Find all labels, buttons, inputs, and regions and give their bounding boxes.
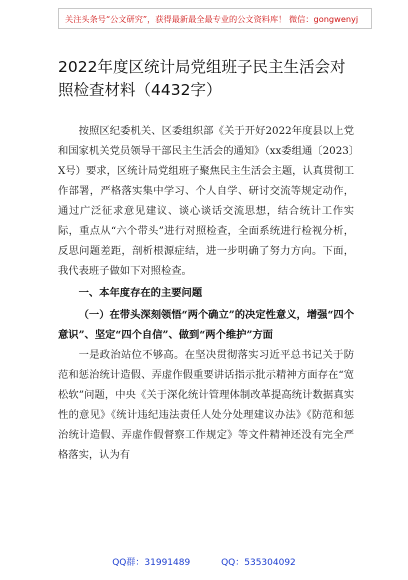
footer-qq-contact: QQ：535304092 [221, 558, 296, 568]
footer-qq-group: QQ群：31991489 [112, 558, 191, 568]
banner-text: 关注头条号“公文研究”，获得最新最全最专业的公文资料库！ 微信：gongwenyj [65, 14, 359, 24]
subsection-heading: （一）在带头深刻领悟“两个确立”的决定性意义，增强“四个意识”、坚定“四个自信”、做到“两个维护”方面 [58, 309, 354, 341]
footer [0, 555, 408, 568]
intro-paragraph: 按照区纪委机关、区委组织部《关于开好2022年度县以上党和国家机关党员领导干部民主生活会的通知》（xx委组通〔2023〕X号）要求，区统计局党组班子聚焦民主生活会主题，认真贯彻工作部署，严格落实集中学习、个人自学、研讨交流等规定动作，通过广泛征求意见建议、谈心谈话交流思想，结合统计工作实际，重点从“六个带头”进行对照检查，全面系统进行检视分析，反思问题差距，剖析根源症结，进一步明确了努力方向。下面，我代表班子做如下对照检查。 [58, 125, 354, 277]
document-title: 2022年度区统计局党组班子民主生活会对照检查材料（4432字） [58, 58, 346, 99]
top-banner [58, 8, 372, 29]
section-heading: 一、本年度存在的主要问题 [78, 287, 203, 299]
body-paragraph: 一是政治站位不够高。在坚决贯彻落实习近平总书记关于防范和惩治统计造假、弄虚作假重要讲话指示批示精神方面存在“宽松软”问题，中央《关于深化统计管理体制改革提高统计数据真实性的意见》《统计违纪违法责任人处分处理建议办法》《防范和惩治统计造假、弄虚作假督察工作规定》等文件精神还没有完全严格落实，认为有 [58, 349, 354, 461]
document-body [58, 121, 354, 465]
